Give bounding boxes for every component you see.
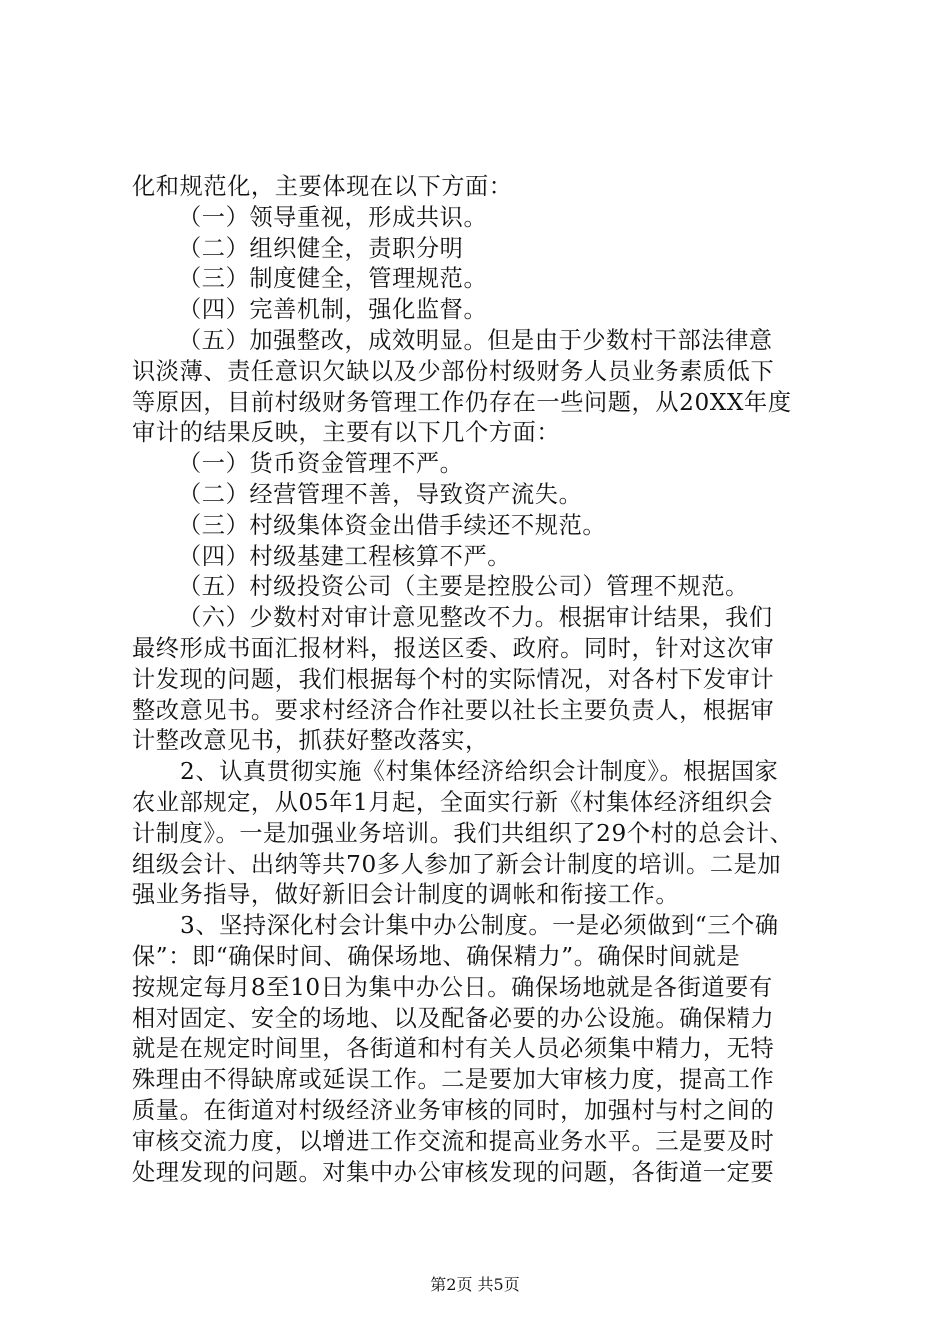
text-line: （二）组织健全，责职分明 xyxy=(178,234,464,262)
text-line: 审核交流力度，以增进工作交流和提高业务水平。三是要及时 xyxy=(132,1127,775,1155)
text-line: 审计的结果反映，主要有以下几个方面： xyxy=(132,419,561,447)
text-line: （四）村级基建工程核算不严。 xyxy=(178,542,512,570)
text-line: 组级会计、出纳等共70多人参加了新会计制度的培训。二是加 xyxy=(132,850,782,878)
text-line: 2、认真贯彻实施《村集体经济给织会计制度》。根据国家 xyxy=(180,758,779,786)
text-line: 3、坚持深化村会计集中办公制度。一是必须做到“三个确 xyxy=(180,912,779,940)
text-line: 殊理由不得缺席或延误工作。二是要加大审核力度，提高工作 xyxy=(132,1066,775,1094)
text-line: 强业务指导，做好新旧会计制度的调帐和衔接工作。 xyxy=(132,881,680,909)
text-line: 化和规范化，主要体现在以下方面： xyxy=(132,173,513,200)
text-line: （六）少数村对审计意见整改不力。根据审计结果，我们 xyxy=(178,604,773,632)
text-line: （三）制度健全，管理规范。 xyxy=(178,265,488,293)
text-line: 质量。在街道对村级经济业务审核的同时，加强村与村之间的 xyxy=(132,1096,775,1124)
text-line: 保”：即“确保时间、确保场地、确保精力”。确保时间就是 xyxy=(132,942,741,970)
text-line: （四）完善机制，强化监督。 xyxy=(178,296,488,324)
text-line: 处理发现的问题。对集中办公审核发现的问题，各街道一定要 xyxy=(132,1158,775,1186)
text-line: （五）加强整改，成效明显。但是由于少数村干部法律意 xyxy=(178,326,773,354)
text-line: （三）村级集体资金出借手续还不规范。 xyxy=(178,511,607,539)
text-line: （一）货币资金管理不严。 xyxy=(178,450,464,478)
text-line: （一）领导重视，形成共识。 xyxy=(178,203,488,231)
text-line: （五）村级投资公司（主要是控股公司）管理不规范。 xyxy=(178,573,749,601)
text-line: 最终形成书面汇报材料，报送区委、政府。同时，针对这次审 xyxy=(132,634,775,662)
text-line: 就是在规定时间里，各街道和村有关人员必须集中精力，无特 xyxy=(132,1035,775,1063)
document-body xyxy=(132,172,832,1188)
text-line: 计整改意见书，抓获好整改落实， xyxy=(132,727,489,755)
text-line: 计制度》。一是加强业务培训。我们共组织了29个村的总会计、 xyxy=(132,819,794,847)
text-line: 按规定每月8至10日为集中办公日。确保场地就是各街道要有 xyxy=(132,973,773,1001)
text-line: 等原因，目前村级财务管理工作仍存在一些问题，从20XX年度 xyxy=(132,388,792,416)
text-line: 农业部规定，从05年1月起，全面实行新《村集体经济组织会 xyxy=(132,788,773,816)
page-number-footer: 第2页 共5页 xyxy=(430,1275,520,1294)
text-line: 相对固定、安全的场地、以及配备必要的办公设施。确保精力 xyxy=(132,1004,775,1032)
text-line: （二）经营管理不善，导致资产流失。 xyxy=(178,480,583,508)
text-line: 识淡薄、责任意识欠缺以及少部份村级财务人员业务素质低下 xyxy=(132,357,775,385)
text-line: 计发现的问题，我们根据每个村的实际情况，对各村下发审计 xyxy=(132,665,775,693)
text-line: 整改意见书。要求村经济合作社要以社长主要负责人，根据审 xyxy=(132,696,775,724)
